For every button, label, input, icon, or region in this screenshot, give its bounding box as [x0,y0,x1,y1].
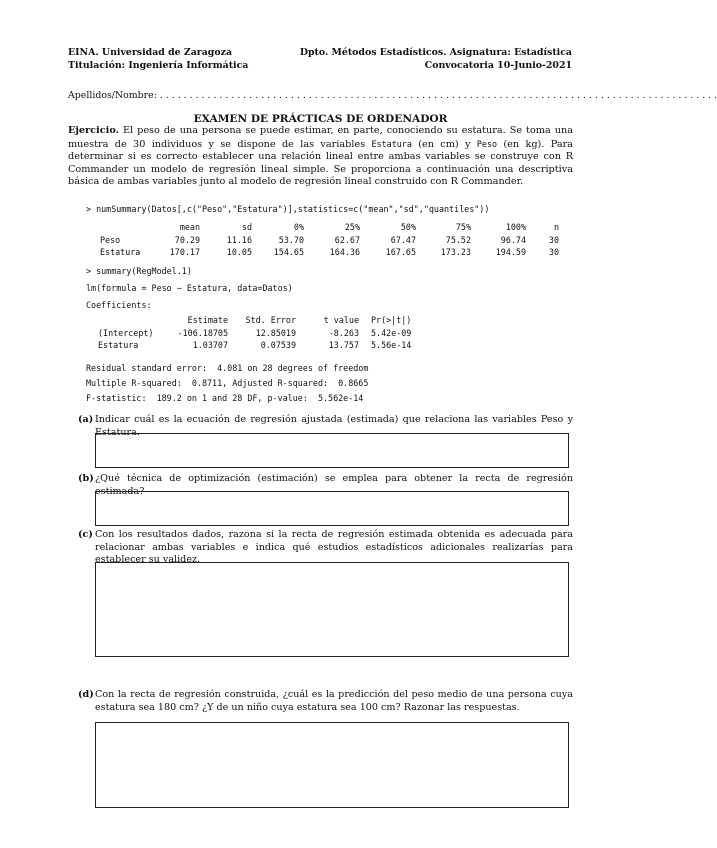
cell: 30 [548,247,559,258]
question-label: (c) [78,529,93,540]
cell: 67.47 [390,234,416,245]
cell: (Intercept) [98,327,154,338]
cell: n [553,222,559,233]
coefficients-table [98,314,429,352]
table-row [98,327,429,340]
cell: Std. Error [245,315,296,326]
cell: 70.29 [174,234,200,245]
text: (en kg). Para determinar si es correcto establecer una relación lineal entre ambas variables se construye con R Commander un modelo de regresión lineal simple. Se proporciona a continuación una descriptiva básica de ambas variables junto al modelo de regresión lineal construido con R Commander. [68,138,573,188]
f-statistic: F-statistic: 189.2 on 1 and 28 DF, p-value: 5.562e-14 [86,393,364,403]
exercise-label: Ejercicio. [68,125,119,136]
cell: Peso [100,234,121,245]
cell [98,314,160,327]
cell: 100% [505,222,526,233]
cell: 50% [400,222,416,233]
cell: 62.67 [334,234,360,245]
question-label: (b) [78,473,94,484]
question-c [78,529,573,567]
cell: 75.52 [445,234,471,245]
exam-date: Convocatoria 10-Junio-2021 [424,60,572,71]
summary-table [100,221,559,259]
question-d [78,689,573,714]
cell: Estatura [100,247,141,258]
question-text: ¿Qué técnica de optimización (estimación) se emplea para obtener la recta de regresión estimada? [95,473,573,497]
cell: 164.36 [329,247,360,258]
cell [100,221,148,234]
cell: 12.85019 [255,327,296,338]
cell: 194.59 [495,247,526,258]
cell: 5.56e-14 [371,340,412,351]
cmd-numsummary: > numSummary(Datos[,c("Peso","Estatura")],statistics=c("mean","sd","quantiles")) [86,204,490,214]
coefficients-label: Coefficients: [86,300,152,310]
text: El peso de una persona se puede estimar, en parte, conociendo su estatura. Se toma una muestra de 30 individuos y se dispone de las variables [68,125,573,150]
cell: 1.03707 [192,340,228,351]
name-line: Apellidos/Nombre: . . . . . . . . . . . . . . . . . . . . . . . . . . . . . . . . . . . . . . . . . . . . . . . . . . . . . . . . . . . . . . . . . . . . . . . . . . . . . . . . . . . . . . . . . . . . . . [68,90,717,101]
answer-box-c[interactable] [95,562,569,657]
cell: 53.70 [278,234,304,245]
exercise-statement [68,125,573,189]
cell: 13.757 [328,340,359,351]
department: Dpto. Métodos Estadísticos. Asignatura: Estadística [299,47,572,58]
r-squared: Multiple R-squared: 0.8711, Adjusted R-squared: 0.8665 [86,378,369,388]
table-header [100,221,559,234]
page-title: EXAMEN DE PRÁCTICAS DE ORDENADOR [193,113,448,125]
cell: 11.16 [226,234,252,245]
cell: 96.74 [500,234,526,245]
cell: 75% [455,222,471,233]
cmd-summary: > summary(RegModel.1) [86,266,192,276]
cell: sd [241,222,252,233]
text: (en cm) y [411,138,477,150]
cell: -106.18705 [177,327,228,338]
cell: 0.07539 [260,340,296,351]
cell: 25% [344,222,360,233]
answer-box-d[interactable] [95,722,569,808]
question-label: (d) [78,689,94,700]
question-text: Con la recta de regresión construida, ¿cuál es la predicción del peso medio de una persona cuya estatura sea 180 cm? ¿Y de un niño cuya estatura sea 100 cm? Razonar las respuestas. [95,689,573,713]
cell: 30 [548,234,559,245]
cell: mean [179,222,200,233]
question-text: Con los resultados dados, razona si la recta de regresión estimada obtenida es adecuada para relacionar ambas variables e indica qué estudios estadísticos adicionales realizarías para establecer su validez. [95,529,573,565]
table-row [98,339,429,352]
table-row [100,234,559,247]
cell: -8.263 [328,327,359,338]
cell: Pr(>|t|) [371,315,412,326]
cell: 167.65 [385,247,416,258]
header-row-2 [68,60,572,71]
cell: Estatura [98,340,139,351]
question-label: (a) [78,414,94,425]
cell: 173.23 [440,247,471,258]
model-formula: lm(formula = Peso ∼ Estatura, data=Datos) [86,283,293,293]
answer-box-a[interactable] [95,433,569,468]
cell: 170.17 [169,247,200,258]
degree: Titulación: Ingeniería Informática [68,60,249,71]
cell: 0% [293,222,304,233]
cell: 10.05 [226,247,252,258]
var-peso: Peso [476,138,498,149]
table-row [100,246,559,259]
cell: 5.42e-09 [371,327,412,338]
table-header [98,314,429,327]
cell: 154.65 [273,247,304,258]
answer-box-b[interactable] [95,491,569,526]
cell: t value [323,315,359,326]
cell: Estimate [187,315,228,326]
question-text: Indicar cuál es la ecuación de regresión ajustada (estimada) que relaciona las variables Peso y Estatura. [95,414,573,438]
university: EINA. Universidad de Zaragoza [68,47,233,58]
residual-se: Residual standard error: 4.081 on 28 degrees of freedom [86,363,369,373]
header-row-1 [68,47,572,58]
var-estatura: Estatura [371,138,412,149]
